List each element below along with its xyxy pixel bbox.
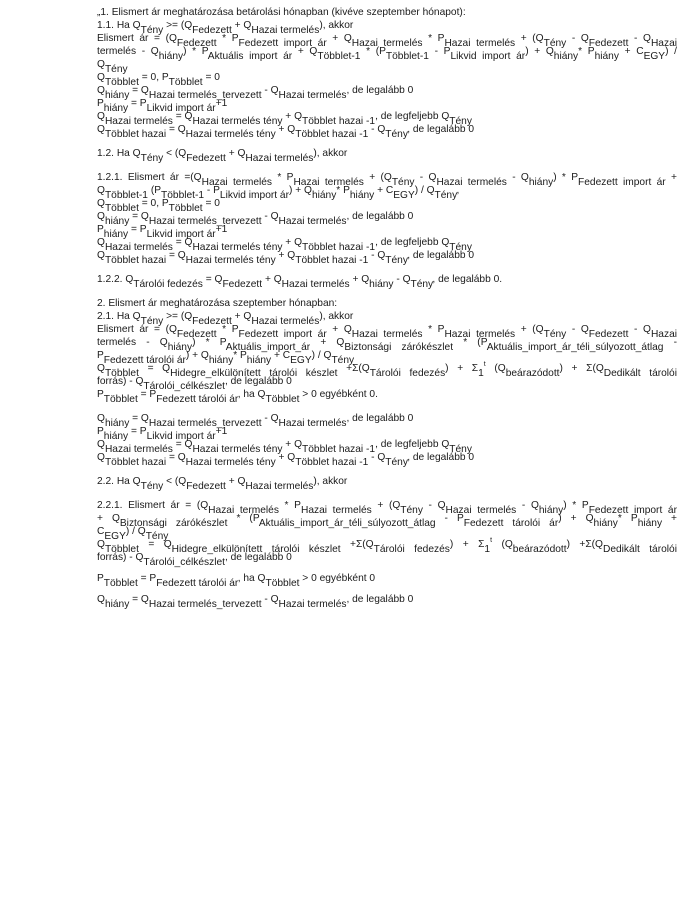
formula-line: termelés - $Q_{hiány}) * P_{Aktuális\_import\_ár} + Q_{Biztonsági zárókészlet} * (P_{Aktuális\_import\_ár\_téli\_súlyozott\_átlag}$ - [97, 337, 677, 353]
formula-line: 2.2. Ha $Q_{Tény} < (Q_{Fedezett} + Q_{Hazai termelés})$, akkor [97, 476, 348, 492]
formula-line: $Q_{Hazai termelés} = Q_{Hazai termelés tény} + Q_{Többlet hazai -1}$, de legfeljebb $Q_{Tény}$ [97, 439, 472, 455]
formula-line: $C_{EGY}) / Q_{Tény}$ [97, 526, 169, 542]
formula-line: $Q_{Többlet} = 0$, $P_{Többlet} = 0$ [97, 198, 220, 214]
formula-line: $Q_{hiány} = Q_{Hazai termelés\_tervezett} - Q_{Hazai termelés}$, de legalább 0 [97, 85, 414, 101]
formula-line: $Q_{hiány} = Q_{Hazai termelés\_tervezett} - Q_{Hazai termelés}$, de legalább 0 [97, 413, 414, 429]
formula-line: $Q_{Többlet} = Q_{Hidegre\_elkülönített tárolói készlet} +\Sigma(Q_{Tárolói fedezés}) + \Sigma_1^t$ $(Q_{beárazódott}) + \Sigma(Q_{Dedikált tárolói}$ [97, 361, 677, 379]
formula-line: $Q_{Többlet-1}$ $(P_{Többlet-1} - P_{Likvid import ár}) + Q_{hiány}*$ $P_{hiány} + C_{EGY}) / Q_{Tény}$, [97, 185, 460, 201]
formula-line: $Q_{Többlet hazai} = Q_{Hazai termelés tény} + Q_{Többlet hazai -1} - Q_{Tény}$, de legalább 0 [97, 250, 475, 266]
formula-line: Elismert ár = ($Q_{Fedezett} * P_{Fedezett import ár} + Q_{Hazai termelés} * P_{Hazai termelés} + (Q_{Tény} - Q_{Fedezett} - Q_{Hazai}$ [97, 33, 677, 49]
formula-line: $Q_{Hazai termelés} = Q_{Hazai termelés tény} + Q_{Többlet hazai -1}$, de legfeljebb $Q_{Tény}$ [97, 237, 472, 253]
formula-line: 1.2.2. $Q_{Tárolói fedezés} = Q_{Fedezett} + Q_{Hazai termelés} + Q_{hiány} - Q_{Tény}$, de legalább 0. [97, 274, 503, 290]
formula-line: $Q_{hiány} = Q_{Hazai termelés\_tervezett} - Q_{Hazai termelés}$, de legalább 0 [97, 594, 414, 610]
formula-line: $Q_{Többlet} = 0$, $P_{Többlet} = 0$ [97, 72, 220, 88]
formula-line: 1.2. Ha $Q_{Tény} < (Q_{Fedezett} + Q_{Hazai termelés})$, akkor [97, 148, 348, 164]
formula-line: $Q_{Többlet hazai} = Q_{Hazai termelés tény} + Q_{Többlet hazai -1} - Q_{Tény}$, de legalább 0 [97, 452, 475, 468]
formula-line: termelés - $Q_{hiány}) * P_{Aktuális import ár} + Q_{Többlet-1} * (P_{Többlet-1} - P_{Likvid import ár}) + Q_{hiány}*$ $P_{hiány} + C_{EGY}$) / [97, 46, 677, 62]
formula-line: + $Q_{Biztonsági zárókészlet} * (P_{Aktuális\_import\_ár\_téli\_súlyozott\_átlag} - P_{Fedezett tárolói ár}) + Q_{hiány}*$ $P_{hiány}$ + [97, 513, 678, 529]
formula-line: Elismert ár = ($Q_{Fedezett} * P_{Fedezett import ár} + Q_{Hazai termelés} * P_{Hazai termelés} + (Q_{Tény} - Q_{Fedezett} - Q_{Hazai}$ [97, 324, 677, 340]
formula-line: 1.2.1. Elismert ár $=(Q_{Hazai termelés} * P_{Hazai termelés} + (Q_{Tény} - Q_{Hazai termelés} - Q_{hiány}) * P_{Fedezett import ár}$ + [97, 172, 677, 188]
formula-line: $Q_{Többlet} = Q_{Hidegre\_elkülönített tárolói készlet} +\Sigma(Q_{Tárolói fedezés}) + \Sigma_1^t$ $(Q_{beárazódott}) +\Sigma(Q_{Dedikált tárolói}$ [97, 537, 677, 555]
formula-line: $P_{Fedezett tárolói ár}) + Q_{hiány}*$ $P_{hiány} + C_{EGY}) / Q_{Tény}$ [97, 350, 355, 366]
formula-line: $P_{hiány} = P_{Likvid import ár}+1$ [97, 224, 228, 240]
formula-line: $Q_{Tény}$ [97, 59, 128, 75]
formula-line: 2.1. Ha $Q_{Tény} >= (Q_{Fedezett} + Q_{Hazai termelés})$, akkor [97, 311, 354, 327]
regulation-document [97, 6, 678, 610]
paragraph-gap [97, 488, 677, 499]
formula-line: „1. Elismert ár meghatározása betárolási hónapban (kivéve szeptember hónapot): [97, 7, 466, 18]
formula-line: $P_{hiány} = P_{Likvid import ár}+1$ [97, 426, 228, 442]
formula-line: 1.1. Ha $Q_{Tény} >= (Q_{Fedezett} + Q_{Hazai termelés})$, akkor [97, 20, 354, 36]
formula-line: $P_{Többlet} = P_{Fedezett tárolói ár}$, ha $Q_{Többlet} > 0$ egyébként 0. [97, 389, 378, 405]
formula-line: $Q_{Hazai termelés} = Q_{Hazai termelés tény} + Q_{Többlet hazai -1}$, de legfeljebb $Q_{Tény}$ [97, 111, 472, 127]
formula-line: 2.2.1. Elismert ár = ($Q_{Hazai termelés} * P_{Hazai termelés} + (Q_{Tény} - Q_{Hazai termelés} - Q_{hiány}) * P_{Fedezett import ár}$ [97, 500, 677, 516]
formula-line: $P_{Többlet} = P_{Fedezett tárolói ár}$, ha $Q_{Többlet} > 0$ egyébként 0 [97, 573, 376, 589]
formula-line: $P_{hiány} = P_{Likvid import ár}+1$ [97, 98, 228, 114]
formula-line: $Q_{Többlet hazai} = Q_{Hazai termelés tény} + Q_{Többlet hazai -1} - Q_{Tény}$, de legalább 0 [97, 124, 475, 140]
formula-line: $Q_{hiány} = Q_{Hazai termelés\_tervezett} - Q_{Hazai termelés}$, de legalább 0 [97, 211, 414, 227]
paragraph-gap [97, 160, 677, 171]
formula-line: forrás) - $Q_{Tárolói\_célkészlet}$, de legalább 0 [97, 552, 292, 568]
formula-line: 2. Elismert ár meghatározása szeptember hónapban: [97, 298, 338, 309]
formula-line: forrás) - $Q_{Tárolói\_célkészlet}$, de legalább 0 [97, 376, 292, 392]
